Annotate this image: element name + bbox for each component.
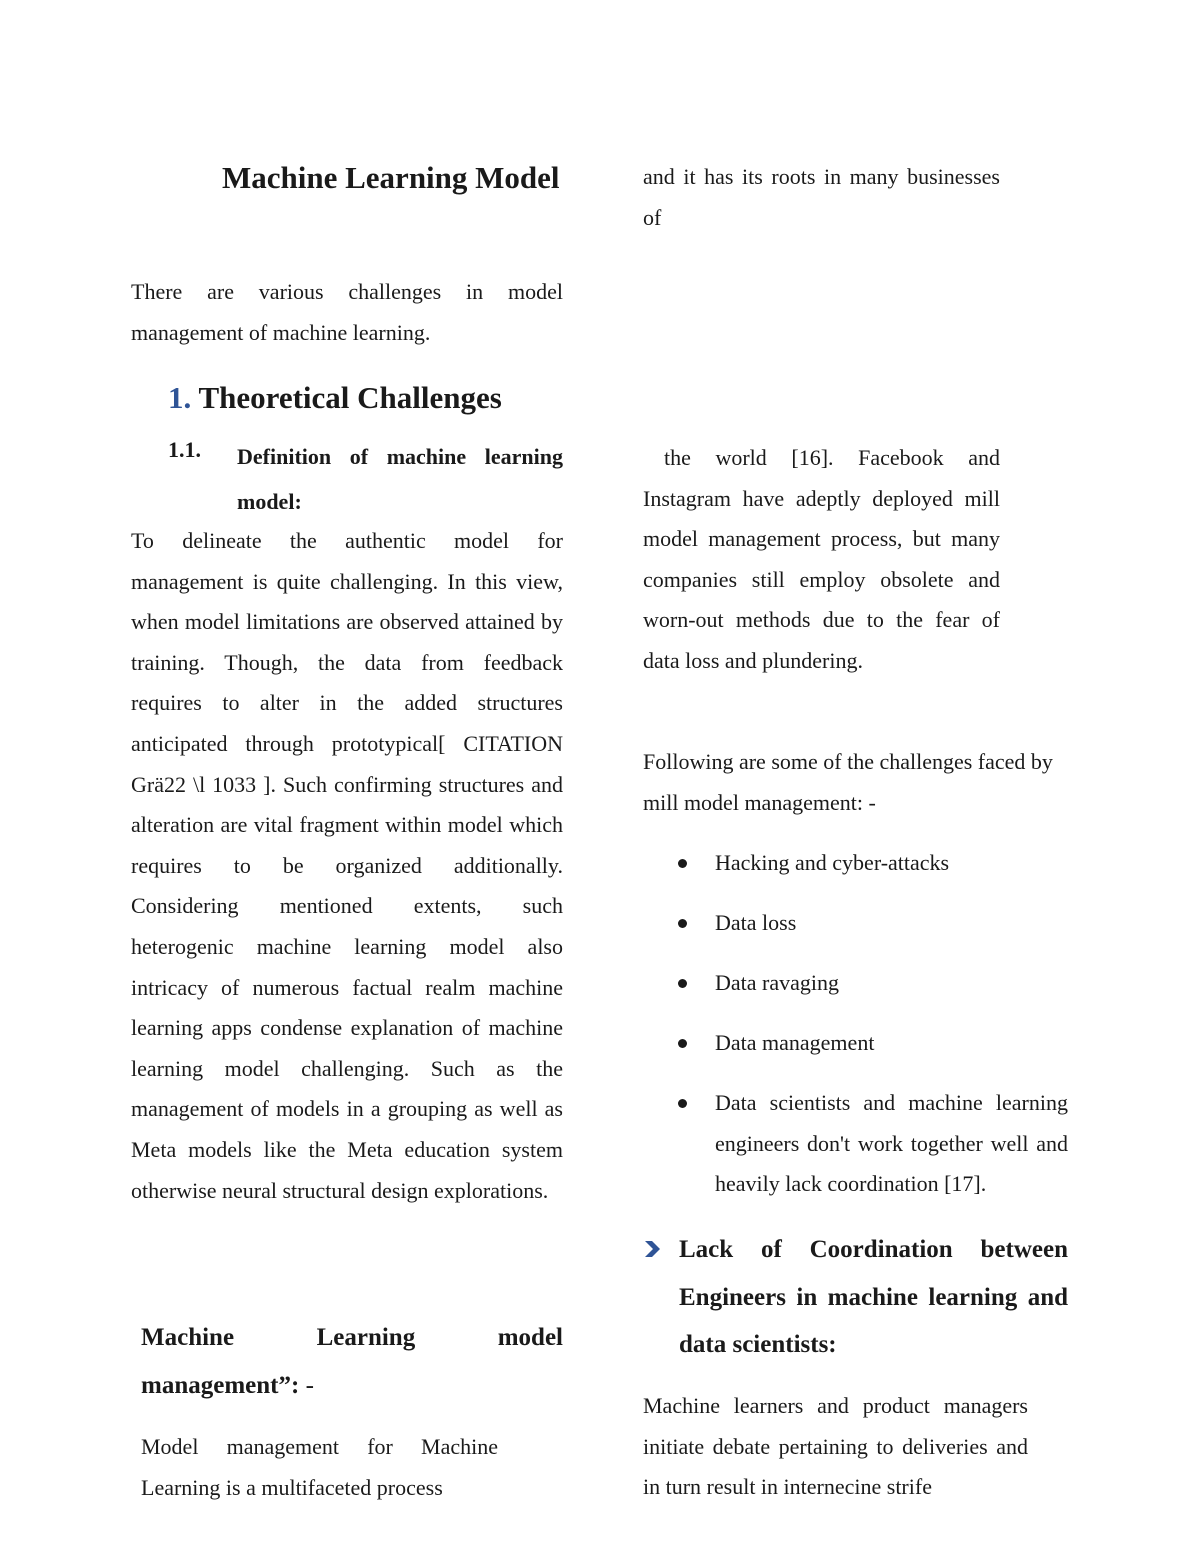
section-number: 1. [168, 380, 192, 415]
challenges-intro: Following are some of the challenges faced by mill model management: - [643, 749, 1053, 815]
column2-top-paragraph: and it has its roots in many businesses of [643, 164, 1000, 230]
column2-paragraph: the world [16]. Facebook and Instagram have adeptly deployed mill model management process, but many companies still employ obsolete and worn-out methods due to the fear of data loss and plundering. [643, 445, 1000, 673]
list-item: Data loss [643, 903, 1068, 944]
mlm-heading [141, 1314, 563, 1410]
challenges-list [643, 843, 1068, 1224]
bullet-icon [678, 979, 687, 988]
subsection-number: 1.1. [168, 437, 201, 462]
bullet-icon [678, 1039, 687, 1048]
mlm-heading-text: Machine Learning model management”: - [141, 1324, 563, 1399]
column2-last-paragraph: Machine learners and product managers initiate debate pertaining to deliveries and in turn result in internecine strife [643, 1393, 1028, 1500]
list-item: Data scientists and machine learning engineers don't work together well and heavily lack coordination [17]. [643, 1083, 1068, 1205]
list-item: Data management [643, 1023, 1068, 1064]
section-heading [168, 380, 502, 416]
definition-paragraph: To delineate the authentic model for management is quite challenging. In this view, when model limitations are observed attained by training. Though, the data from feedback requires to alter in the added structures anticipated through prototypical[ CITATION Grä22 \l 1033 ]. Such confirming structures and alteration are vital fragment within model which requires to be organized additionally. Considering mentioned extents, such heterogenic machine learning model also intricacy of numerous factual realm machine learning apps condense explanation of machine learning model challenging. Such as the management of models in a grouping as well as Meta models like the Meta education system otherwise neural structural design explorations. [131, 528, 563, 1203]
arrow-bullet-icon [643, 1240, 661, 1258]
list-item: Hacking and cyber-attacks [643, 843, 1068, 884]
intro-paragraph: There are various challenges in model management of machine learning. [131, 279, 563, 345]
bullet-icon [678, 919, 687, 928]
lack-of-coordination-heading: Lack of Coordination between Engineers in machine learning and data scientists: [679, 1236, 1068, 1358]
list-item: Data ravaging [643, 963, 1068, 1004]
bullet-icon [678, 859, 687, 868]
bullet-icon [678, 1099, 687, 1108]
subsection-title: Definition of machine learning model: [237, 444, 563, 514]
section-title: Theoretical Challenges [198, 380, 502, 415]
mlm-intro-paragraph: Model management for Machine Learning is a multifaceted process [141, 1434, 498, 1500]
page-title: Machine Learning Model [222, 160, 560, 195]
